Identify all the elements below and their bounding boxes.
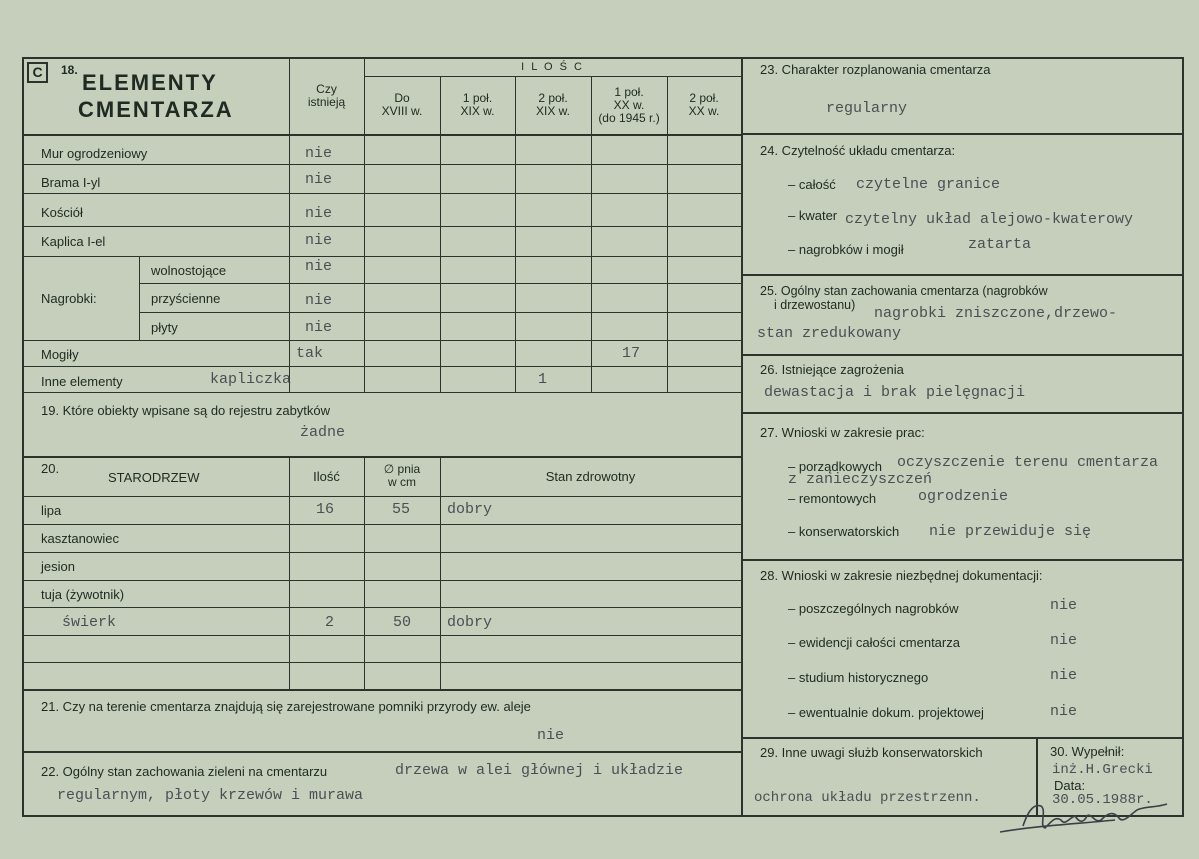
divider	[741, 274, 1184, 276]
divider	[515, 76, 516, 392]
s24-graves-value: zatarta	[968, 236, 1032, 253]
s28-item-label: – ewentualnie dokum. projektowej	[788, 705, 984, 720]
divider	[22, 392, 741, 393]
divider	[22, 607, 741, 608]
row-label: Mur ogrodzeniowy	[41, 146, 148, 161]
s24-quarters-value: czytelny układ alejowo-kwaterowy	[845, 211, 1134, 228]
divider	[22, 662, 741, 663]
tree-name: lipa	[41, 503, 62, 518]
period-header: Do XVIII w.	[381, 91, 423, 118]
row-exists: nie	[305, 319, 333, 336]
section-28-label: 28. Wnioski w zakresie niezbędnej dokumentacji:	[760, 568, 1043, 583]
column-header: I L O Ś C	[521, 61, 584, 73]
row-exists: nie	[305, 258, 333, 275]
row-label: płyty	[151, 320, 178, 335]
row-label: Kaplica I-el	[41, 234, 106, 249]
s28-item-value: nie	[1050, 597, 1078, 614]
row-label: Nagrobki:	[41, 291, 97, 306]
column-header: Ilość	[313, 469, 340, 484]
row-exists: tak	[296, 345, 324, 362]
divider	[139, 312, 741, 313]
divider	[22, 496, 741, 497]
section-23-label: 23. Charakter rozplanowania cmentarza	[760, 62, 991, 77]
section-22-value: regularnym, płoty krzewów i murawa	[57, 787, 364, 804]
divider	[741, 57, 743, 817]
section-29-label: 29. Inne uwagi służb konserwatorskich	[760, 745, 983, 760]
section-23-value: regularny	[826, 100, 908, 117]
divider	[22, 256, 741, 257]
section-25-value: stan zredukowany	[757, 325, 902, 342]
section-25-value: nagrobki zniszczone,drzewo-	[874, 305, 1118, 322]
s27-conserv-value: nie przewiduje się	[929, 523, 1092, 540]
s28-item-value: nie	[1050, 667, 1078, 684]
divider	[440, 76, 441, 392]
s27-order-value: z zanieczyszczeń	[788, 471, 933, 488]
row-exists: nie	[305, 232, 333, 249]
divider	[22, 580, 741, 581]
tree-name: świerk	[62, 614, 117, 631]
row-value: 1	[538, 371, 548, 388]
s27-repair-label: – remontowych	[788, 491, 877, 506]
row-typed: kapliczka	[210, 371, 292, 388]
column-header: Czy istnieją	[307, 82, 346, 109]
row-exists: nie	[305, 145, 333, 162]
s28-item-label: – ewidencji całości cmentarza	[788, 635, 960, 650]
period-header: 1 poł. XX w. (do 1945 r.)	[598, 85, 660, 125]
divider	[22, 635, 741, 636]
divider	[741, 133, 1184, 135]
column-header: ∅ pnia w cm	[383, 462, 421, 489]
section-title: CMENTARZA	[78, 97, 234, 122]
tree-name: tuja (żywotnik)	[41, 587, 125, 602]
divider	[22, 193, 741, 194]
section-25-label: 25. Ogólny stan zachowania cmentarza (nagrobków	[760, 284, 1048, 298]
divider	[667, 76, 668, 392]
section-title: ELEMENTY	[82, 70, 218, 95]
row-exists: nie	[305, 292, 333, 309]
row-value: 17	[622, 345, 641, 362]
section-letter: C	[27, 62, 48, 83]
section-21-label: 21. Czy na terenie cmentarza znajdują się zarejestrowane pomniki przyrody ew. aleje	[41, 699, 531, 714]
divider	[22, 164, 741, 165]
section-24-label: 24. Czytelność układu cmentarza:	[760, 143, 956, 158]
section-29-value: ochrona układu przestrzenn.	[754, 790, 981, 806]
section-25-label: i drzewostanu)	[774, 298, 856, 312]
filled-by-name: inż.H.Grecki	[1052, 762, 1153, 778]
section-26-value: dewastacja i brak pielęgnacji	[764, 384, 1026, 401]
tree-diameter: 50	[393, 614, 412, 631]
date-value: 30.05.1988r.	[1052, 792, 1153, 808]
section-30-label: 30. Wypełnił:	[1050, 744, 1125, 759]
row-label: Brama I-yl	[41, 175, 101, 190]
row-label: Kościół	[41, 205, 83, 220]
s28-item-label: – studium historycznego	[788, 670, 929, 685]
divider	[22, 552, 741, 553]
period-header: 2 poł. XX w.	[688, 91, 720, 118]
s24-quarters-label: – kwater	[788, 208, 838, 223]
section-number: 20.	[41, 461, 60, 476]
row-label: Inne elementy	[41, 374, 123, 389]
row-label: przyścienne	[151, 291, 221, 306]
row-label: Mogiły	[41, 347, 79, 362]
divider	[440, 457, 441, 689]
divider	[22, 689, 741, 691]
divider	[139, 256, 140, 340]
divider	[22, 340, 741, 341]
section-27-label: 27. Wnioski w zakresie prac:	[760, 425, 925, 440]
period-header: 2 poł. XIX w.	[535, 91, 570, 118]
tree-name: jesion	[41, 559, 75, 574]
tree-count: 16	[316, 501, 335, 518]
divider	[22, 366, 741, 367]
tree-count: 2	[325, 614, 335, 631]
section-19-label: 19. Które obiekty wpisane są do rejestru zabytków	[41, 403, 331, 418]
row-exists: nie	[305, 205, 333, 222]
tree-health: dobry	[447, 614, 493, 631]
tree-diameter: 55	[392, 501, 411, 518]
divider	[139, 283, 741, 284]
divider	[741, 559, 1184, 561]
section-22-value: drzewa w alei głównej i układzie	[395, 762, 684, 779]
divider	[364, 76, 741, 77]
row-label: wolnostojące	[151, 263, 227, 278]
section-22-label: 22. Ogólny stan zachowania zieleni na cmentarzu	[41, 764, 328, 779]
s28-item-value: nie	[1050, 703, 1078, 720]
s24-whole-label: – całość	[788, 177, 836, 192]
divider	[741, 737, 1184, 739]
s27-order-value: oczyszczenie terenu cmentarza	[897, 454, 1159, 471]
s28-item-label: – poszczególnych nagrobków	[788, 601, 959, 616]
s27-order-label: – porządkowych	[788, 459, 882, 474]
divider	[22, 134, 741, 136]
section-title: STARODRZEW	[108, 470, 200, 485]
row-exists: nie	[305, 171, 333, 188]
divider	[22, 226, 741, 227]
date-label: Data:	[1054, 778, 1086, 793]
s28-item-value: nie	[1050, 632, 1078, 649]
divider	[741, 412, 1184, 414]
s24-whole-value: czytelne granice	[856, 176, 1001, 193]
column-header: Stan zdrowotny	[545, 469, 636, 484]
divider	[22, 524, 741, 525]
period-header: 1 poł. XIX w.	[460, 91, 495, 118]
s27-conserv-label: – konserwatorskich	[788, 524, 900, 539]
section-19-value: żadne	[300, 424, 346, 441]
section-26-label: 26. Istniejące zagrożenia	[760, 362, 904, 377]
divider	[741, 354, 1184, 356]
s27-repair-value: ogrodzenie	[918, 488, 1009, 505]
s24-graves-label: – nagrobków i mogił	[788, 242, 904, 257]
divider	[289, 457, 290, 689]
tree-name: kasztanowiec	[41, 531, 120, 546]
divider	[364, 457, 365, 689]
section-number: 18.	[61, 63, 78, 77]
tree-health: dobry	[447, 501, 493, 518]
divider	[22, 456, 741, 458]
section-21-value: nie	[537, 727, 565, 744]
signature	[995, 796, 1175, 840]
divider	[22, 751, 741, 753]
